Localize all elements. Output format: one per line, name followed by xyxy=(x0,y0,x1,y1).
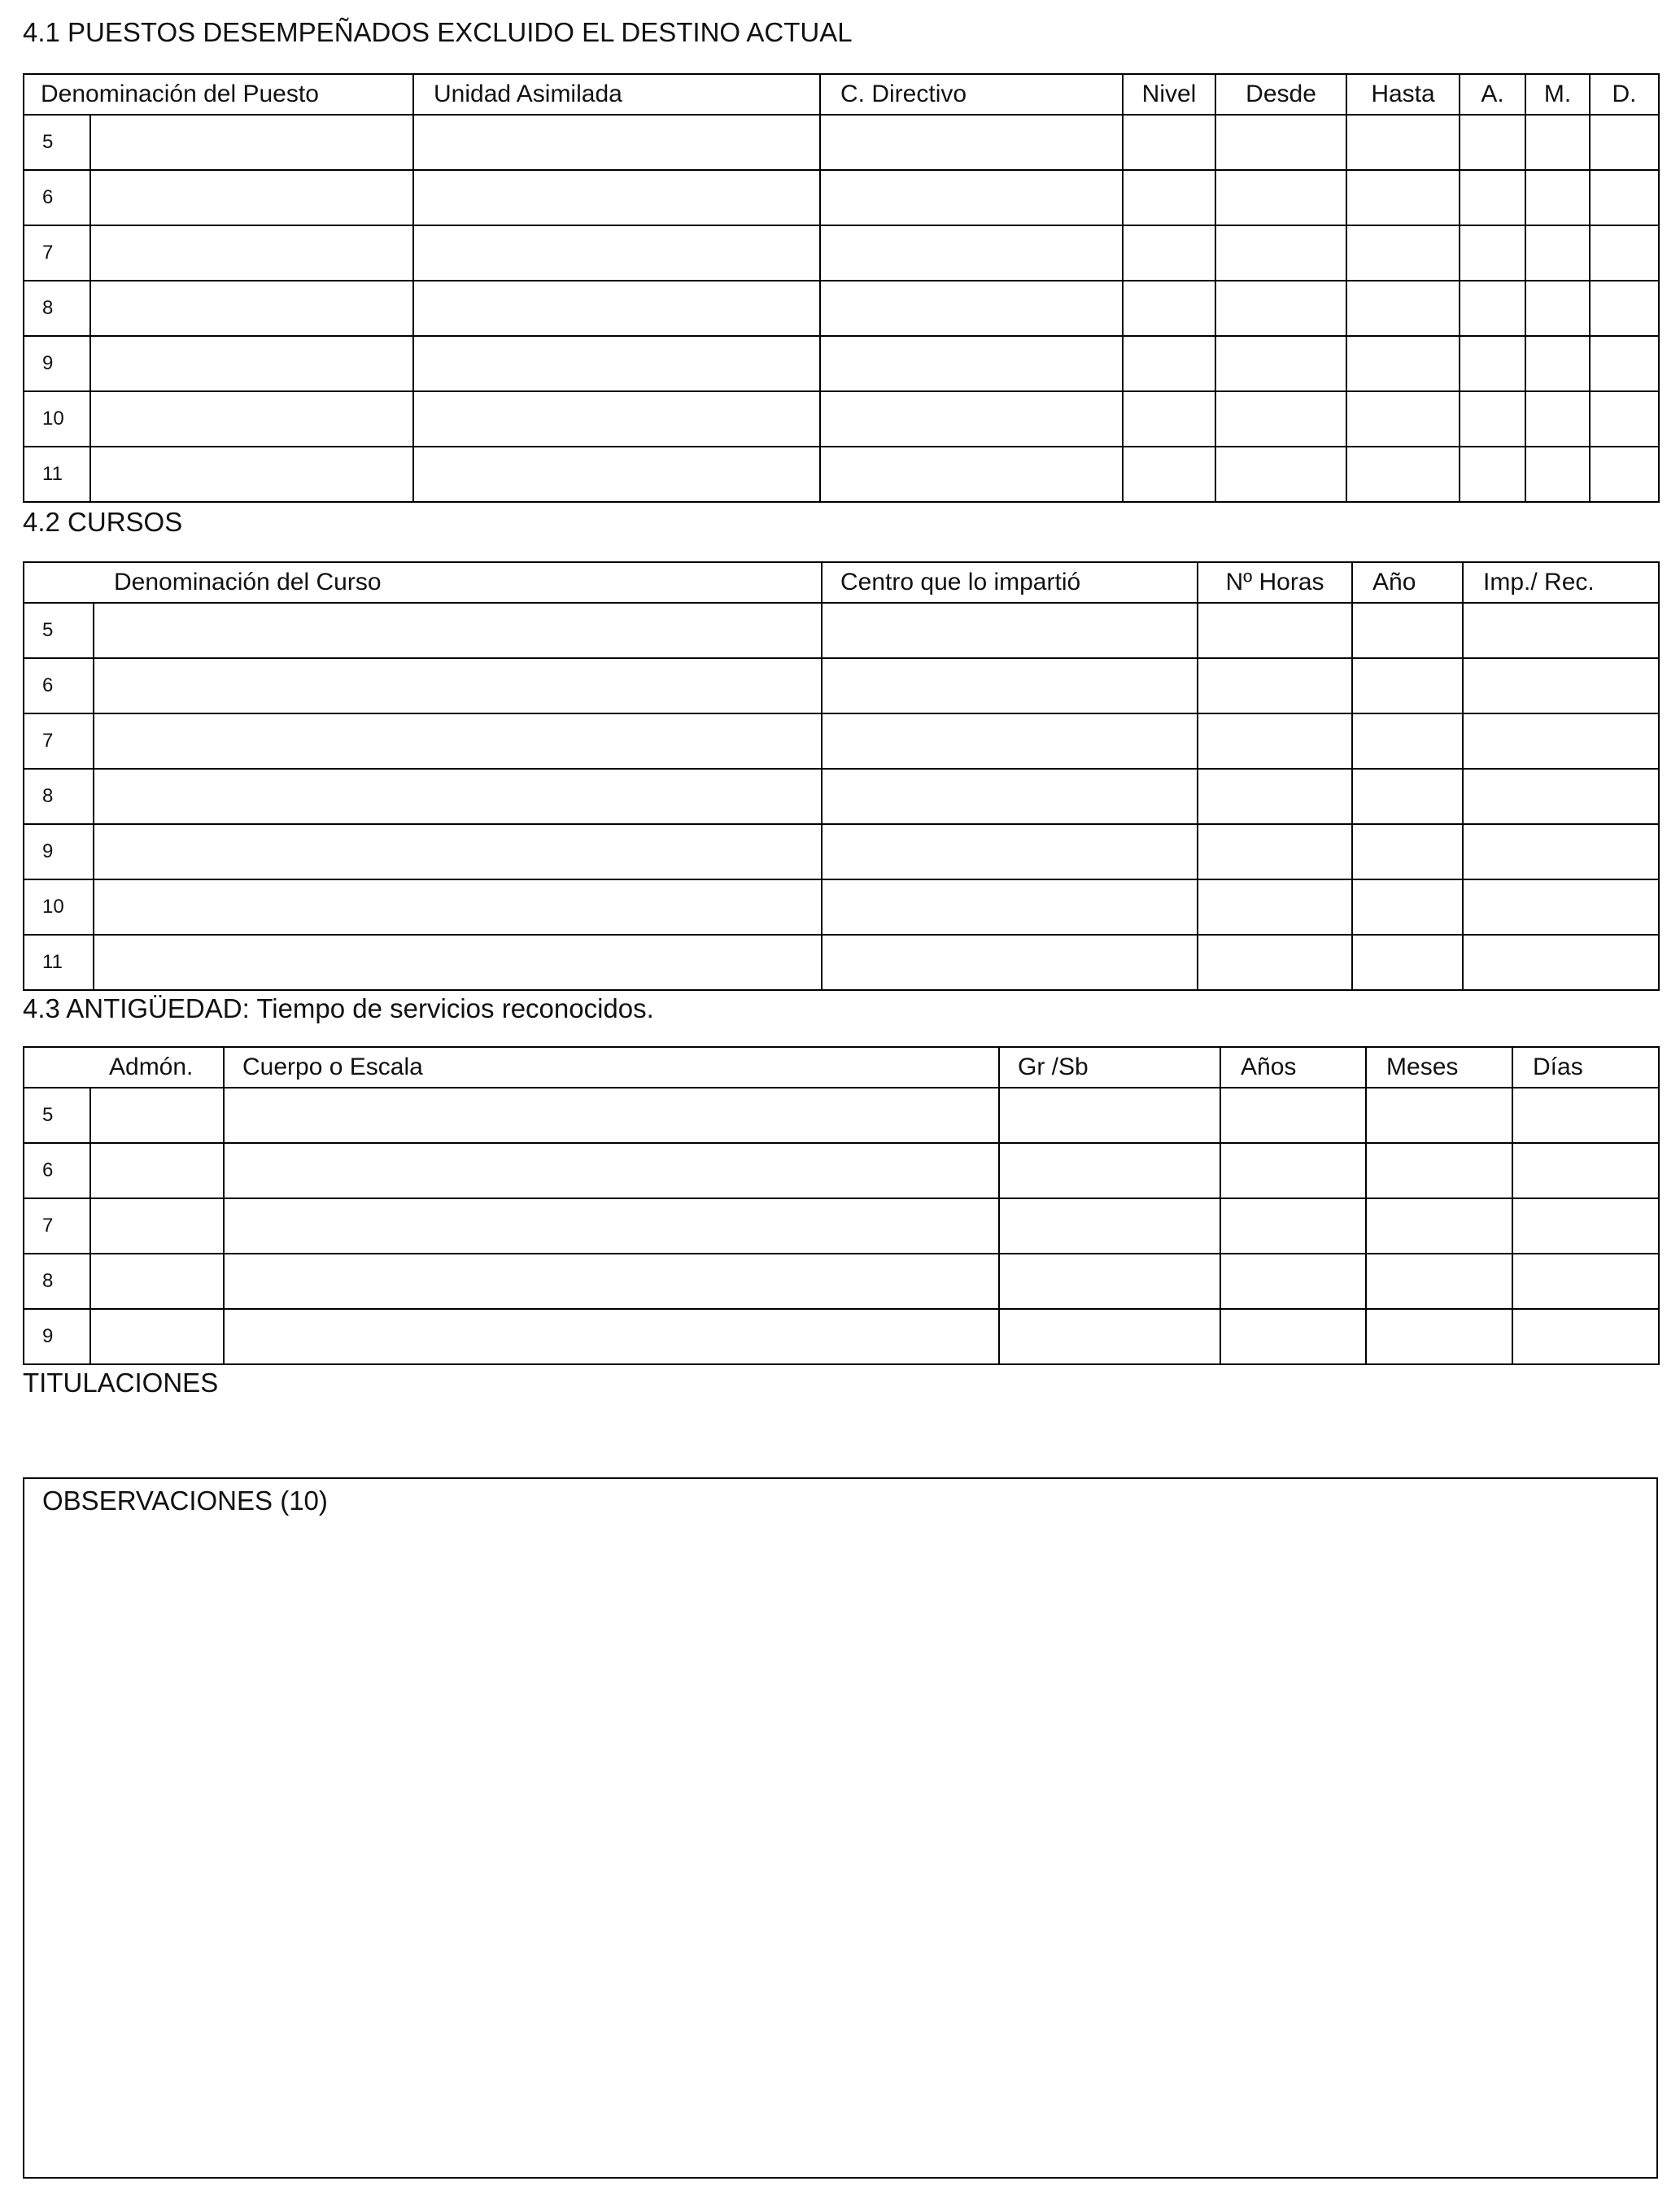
input-cell[interactable] xyxy=(1460,115,1525,170)
col-header: Meses xyxy=(1366,1047,1512,1088)
input-cell[interactable] xyxy=(822,603,1198,658)
input-cell[interactable] xyxy=(820,115,1123,170)
input-cell[interactable] xyxy=(1198,824,1352,879)
col-header: D. xyxy=(1590,74,1659,115)
input-cell[interactable] xyxy=(413,447,820,502)
input-cell[interactable] xyxy=(1346,336,1460,391)
input-cell[interactable] xyxy=(1346,170,1460,225)
col-header: A. xyxy=(1460,74,1525,115)
input-cell[interactable] xyxy=(820,336,1123,391)
row-number: 10 xyxy=(24,879,94,935)
table-row xyxy=(24,658,1659,713)
input-cell[interactable] xyxy=(1512,1088,1659,1143)
input-cell[interactable] xyxy=(1463,658,1659,713)
input-cell[interactable] xyxy=(820,281,1123,336)
input-cell[interactable] xyxy=(1590,115,1659,170)
input-cell[interactable] xyxy=(1198,879,1352,935)
input-cell[interactable] xyxy=(1525,391,1590,447)
input-cell[interactable] xyxy=(1123,281,1215,336)
row-number: 6 xyxy=(24,1143,90,1198)
input-cell[interactable] xyxy=(1215,281,1346,336)
input-cell[interactable] xyxy=(224,1088,999,1143)
input-cell[interactable] xyxy=(1198,713,1352,769)
table-row xyxy=(24,391,1659,447)
table-row xyxy=(24,1143,1659,1198)
input-cell[interactable] xyxy=(90,281,413,336)
col-header: Admón. xyxy=(24,1047,224,1088)
col-header: C. Directivo xyxy=(820,74,1123,115)
input-cell[interactable] xyxy=(413,391,820,447)
input-cell[interactable] xyxy=(94,824,822,879)
row-number: 9 xyxy=(24,824,94,879)
table-row xyxy=(24,281,1659,336)
input-cell[interactable] xyxy=(822,935,1198,990)
input-cell[interactable] xyxy=(999,1143,1220,1198)
col-header: Denominación del Curso xyxy=(24,562,822,603)
input-cell[interactable] xyxy=(1463,713,1659,769)
input-cell[interactable] xyxy=(1215,170,1346,225)
puestos-table xyxy=(23,73,1660,503)
table-row xyxy=(24,879,1659,935)
table-row xyxy=(24,713,1659,769)
input-cell[interactable] xyxy=(1220,1198,1366,1254)
input-cell[interactable] xyxy=(822,769,1198,824)
table-row xyxy=(24,1309,1659,1364)
row-number: 7 xyxy=(24,225,90,281)
col-header: Imp./ Rec. xyxy=(1463,562,1659,603)
col-header: Años xyxy=(1220,1047,1366,1088)
table-row xyxy=(24,603,1659,658)
input-cell[interactable] xyxy=(1352,658,1463,713)
row-number: 9 xyxy=(24,1309,90,1364)
input-cell[interactable] xyxy=(1460,336,1525,391)
input-cell[interactable] xyxy=(1590,281,1659,336)
input-cell[interactable] xyxy=(413,281,820,336)
input-cell[interactable] xyxy=(1352,713,1463,769)
input-cell[interactable] xyxy=(94,935,822,990)
input-cell[interactable] xyxy=(1220,1309,1366,1364)
input-cell[interactable] xyxy=(1346,447,1460,502)
input-cell[interactable] xyxy=(1366,1143,1512,1198)
input-cell[interactable] xyxy=(1352,824,1463,879)
input-cell[interactable] xyxy=(90,1143,224,1198)
input-cell[interactable] xyxy=(1215,115,1346,170)
col-header: Días xyxy=(1512,1047,1659,1088)
col-header: Nº Horas xyxy=(1198,562,1352,603)
input-cell[interactable] xyxy=(1460,447,1525,502)
input-cell[interactable] xyxy=(224,1309,999,1364)
input-cell[interactable] xyxy=(822,713,1198,769)
col-header: Centro que lo impartió xyxy=(822,562,1198,603)
input-cell[interactable] xyxy=(1525,447,1590,502)
section-41-title: 4.1 PUESTOS DESEMPEÑADOS EXCLUIDO EL DESTINO ACTUAL xyxy=(23,17,853,47)
row-number: 5 xyxy=(24,115,90,170)
observaciones-label: OBSERVACIONES (10) xyxy=(42,1485,328,1516)
table-row xyxy=(24,225,1659,281)
input-cell[interactable] xyxy=(1220,1254,1366,1309)
row-number: 11 xyxy=(24,935,94,990)
input-cell[interactable] xyxy=(1463,879,1659,935)
input-cell[interactable] xyxy=(1525,170,1590,225)
input-cell[interactable] xyxy=(1525,281,1590,336)
input-cell[interactable] xyxy=(1512,1198,1659,1254)
input-cell[interactable] xyxy=(1460,170,1525,225)
row-number: 7 xyxy=(24,1198,90,1254)
col-header: Desde xyxy=(1215,74,1346,115)
input-cell[interactable] xyxy=(1590,225,1659,281)
input-cell[interactable] xyxy=(1463,769,1659,824)
input-cell[interactable] xyxy=(1512,1309,1659,1364)
table-row xyxy=(24,1198,1659,1254)
input-cell[interactable] xyxy=(1366,1254,1512,1309)
input-cell[interactable] xyxy=(413,225,820,281)
input-cell[interactable] xyxy=(1198,658,1352,713)
input-cell[interactable] xyxy=(1346,281,1460,336)
input-cell[interactable] xyxy=(1220,1088,1366,1143)
input-cell[interactable] xyxy=(1463,935,1659,990)
input-cell[interactable] xyxy=(1123,225,1215,281)
table-row xyxy=(24,1254,1659,1309)
input-cell[interactable] xyxy=(1198,935,1352,990)
input-cell[interactable] xyxy=(90,170,413,225)
input-cell[interactable] xyxy=(1215,391,1346,447)
row-number: 8 xyxy=(24,769,94,824)
input-cell[interactable] xyxy=(999,1309,1220,1364)
input-cell[interactable] xyxy=(224,1254,999,1309)
input-cell[interactable] xyxy=(820,391,1123,447)
input-cell[interactable] xyxy=(1525,115,1590,170)
table-header-row xyxy=(24,74,1659,115)
col-header: M. xyxy=(1525,74,1590,115)
col-header: Nivel xyxy=(1123,74,1215,115)
row-number: 9 xyxy=(24,336,90,391)
col-header: Unidad Asimilada xyxy=(413,74,820,115)
input-cell[interactable] xyxy=(90,391,413,447)
input-cell[interactable] xyxy=(1463,824,1659,879)
input-cell[interactable] xyxy=(94,769,822,824)
col-header: Hasta xyxy=(1346,74,1460,115)
input-cell[interactable] xyxy=(1590,170,1659,225)
input-cell[interactable] xyxy=(999,1088,1220,1143)
input-cell[interactable] xyxy=(1123,170,1215,225)
input-cell[interactable] xyxy=(1366,1198,1512,1254)
input-cell[interactable] xyxy=(820,225,1123,281)
input-cell[interactable] xyxy=(1346,391,1460,447)
section-43-title: 4.3 ANTIGÜEDAD: Tiempo de servicios reconocidos. xyxy=(23,993,654,1023)
input-cell[interactable] xyxy=(1463,603,1659,658)
input-cell[interactable] xyxy=(1525,225,1590,281)
section-42-title: 4.2 CURSOS xyxy=(23,507,183,537)
input-cell[interactable] xyxy=(1460,391,1525,447)
input-cell[interactable] xyxy=(90,1254,224,1309)
input-cell[interactable] xyxy=(1198,769,1352,824)
input-cell[interactable] xyxy=(1366,1309,1512,1364)
titulaciones-title: TITULACIONES xyxy=(23,1368,219,1398)
input-cell[interactable] xyxy=(1512,1254,1659,1309)
row-number: 5 xyxy=(24,603,94,658)
input-cell[interactable] xyxy=(822,879,1198,935)
input-cell[interactable] xyxy=(820,447,1123,502)
input-cell[interactable] xyxy=(90,336,413,391)
input-cell[interactable] xyxy=(90,115,413,170)
input-cell[interactable] xyxy=(1590,336,1659,391)
input-cell[interactable] xyxy=(1123,115,1215,170)
row-number: 8 xyxy=(24,1254,90,1309)
input-cell[interactable] xyxy=(1590,447,1659,502)
input-cell[interactable] xyxy=(1352,879,1463,935)
col-header: Año xyxy=(1352,562,1463,603)
input-cell[interactable] xyxy=(1352,769,1463,824)
col-header: Cuerpo o Escala xyxy=(224,1047,999,1088)
input-cell[interactable] xyxy=(1525,336,1590,391)
input-cell[interactable] xyxy=(413,115,820,170)
input-cell[interactable] xyxy=(94,603,822,658)
row-number: 7 xyxy=(24,713,94,769)
input-cell[interactable] xyxy=(90,1198,224,1254)
antiguedad-table xyxy=(23,1046,1660,1365)
input-cell[interactable] xyxy=(1366,1088,1512,1143)
input-cell[interactable] xyxy=(90,447,413,502)
row-number: 6 xyxy=(24,658,94,713)
table-header-row xyxy=(24,1047,1659,1088)
input-cell[interactable] xyxy=(90,1088,224,1143)
input-cell[interactable] xyxy=(224,1198,999,1254)
input-cell[interactable] xyxy=(90,1309,224,1364)
input-cell[interactable] xyxy=(94,879,822,935)
input-cell[interactable] xyxy=(94,658,822,713)
input-cell[interactable] xyxy=(1215,225,1346,281)
row-number: 8 xyxy=(24,281,90,336)
input-cell[interactable] xyxy=(413,170,820,225)
input-cell[interactable] xyxy=(1352,603,1463,658)
input-cell[interactable] xyxy=(1220,1143,1366,1198)
table-row xyxy=(24,769,1659,824)
input-cell[interactable] xyxy=(1215,336,1346,391)
input-cell[interactable] xyxy=(1346,225,1460,281)
input-cell[interactable] xyxy=(1123,336,1215,391)
input-cell[interactable] xyxy=(94,713,822,769)
table-row xyxy=(24,824,1659,879)
input-cell[interactable] xyxy=(1512,1143,1659,1198)
observaciones-box[interactable] xyxy=(23,1477,1658,2179)
input-cell[interactable] xyxy=(999,1198,1220,1254)
input-cell[interactable] xyxy=(1460,281,1525,336)
table-row xyxy=(24,447,1659,502)
input-cell[interactable] xyxy=(1123,391,1215,447)
row-number: 10 xyxy=(24,391,90,447)
input-cell[interactable] xyxy=(224,1143,999,1198)
col-header: Denominación del Puesto xyxy=(24,74,413,115)
table-row xyxy=(24,1088,1659,1143)
row-number: 6 xyxy=(24,170,90,225)
input-cell[interactable] xyxy=(1460,225,1525,281)
table-row xyxy=(24,336,1659,391)
table-row xyxy=(24,115,1659,170)
input-cell[interactable] xyxy=(1198,603,1352,658)
cursos-table xyxy=(23,561,1660,991)
input-cell[interactable] xyxy=(822,824,1198,879)
table-row xyxy=(24,170,1659,225)
input-cell[interactable] xyxy=(822,658,1198,713)
input-cell[interactable] xyxy=(1352,935,1463,990)
col-header: Gr /Sb xyxy=(999,1047,1220,1088)
input-cell[interactable] xyxy=(999,1254,1220,1309)
row-number: 5 xyxy=(24,1088,90,1143)
input-cell[interactable] xyxy=(90,225,413,281)
table-row xyxy=(24,935,1659,990)
input-cell[interactable] xyxy=(1590,391,1659,447)
input-cell[interactable] xyxy=(1215,447,1346,502)
table-header-row xyxy=(24,562,1659,603)
input-cell[interactable] xyxy=(1346,115,1460,170)
input-cell[interactable] xyxy=(820,170,1123,225)
input-cell[interactable] xyxy=(413,336,820,391)
input-cell[interactable] xyxy=(1123,447,1215,502)
row-number: 11 xyxy=(24,447,90,502)
